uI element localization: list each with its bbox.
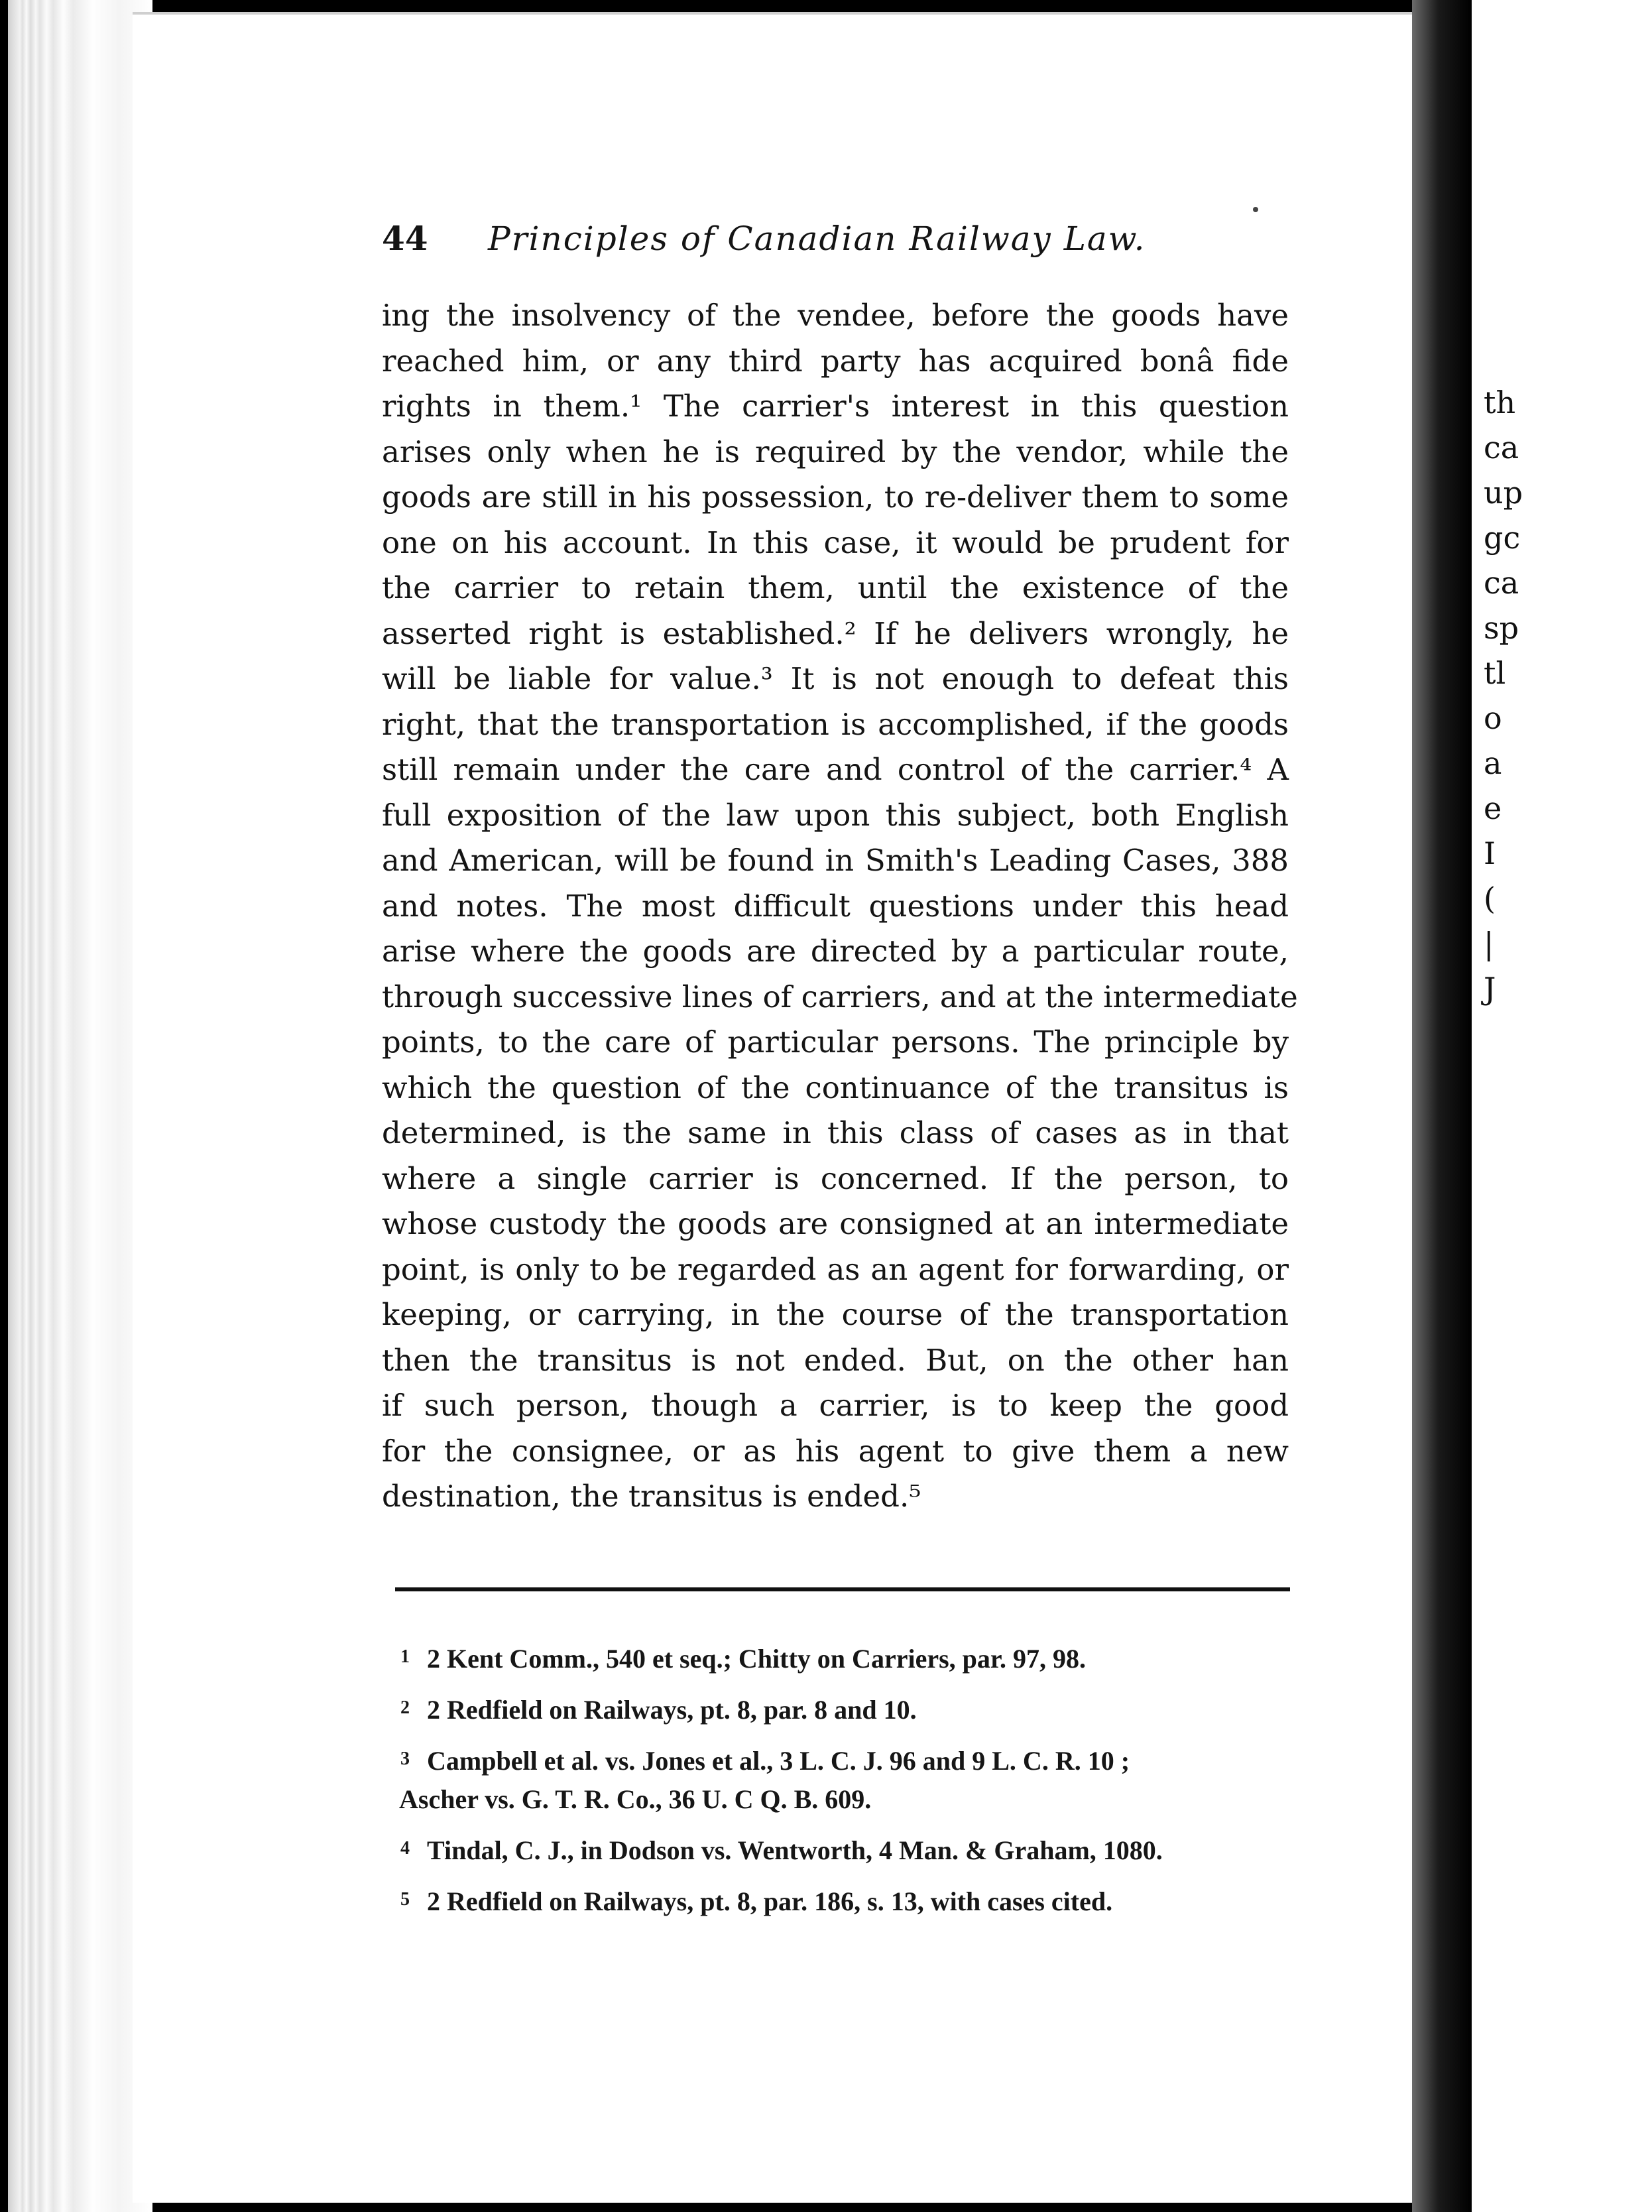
text-line: the carrier to retain them, until the existence of the bbox=[382, 570, 1289, 605]
footnote-text: Tindal, C. J., in Dodson vs. Wentworth, 4 Man. & Graham, 1080. bbox=[427, 1835, 1163, 1865]
text-line: arise where the goods are directed by a particular route, bbox=[382, 934, 1289, 969]
text-line: ing the insolvency of the vendee, before the goods have bbox=[382, 298, 1289, 333]
text-line: arises only when he is required by the vendor, while the bbox=[382, 434, 1289, 469]
text-line: reached him, or any third party has acquired bonâ fide bbox=[382, 343, 1289, 379]
page-number: 44 bbox=[382, 219, 428, 258]
footnote bbox=[400, 1638, 1289, 1678]
facing-fragment: ca bbox=[1484, 565, 1519, 601]
footnotes bbox=[400, 1638, 1289, 1921]
footnote-mark: 1 bbox=[400, 1646, 410, 1667]
text-line: one on his account. In this case, it would be prudent for bbox=[382, 524, 1289, 560]
text-line: for the consignee, or as his agent to give them a new bbox=[382, 1433, 1289, 1469]
text-line: will be liable for value.³ It is not enough to defeat this bbox=[382, 661, 1289, 696]
facing-fragment: gc bbox=[1484, 520, 1521, 556]
footnote-rule bbox=[395, 1587, 1290, 1591]
running-header bbox=[382, 219, 1290, 272]
text-line: which the question of the continuance of the transitus is bbox=[382, 1070, 1289, 1105]
facing-fragment: ( bbox=[1484, 881, 1496, 916]
facing-fragment: tl bbox=[1484, 655, 1506, 691]
text-line: determined, is the same in this class of cases as in that bbox=[382, 1115, 1289, 1150]
footnote-text: Campbell et al. vs. Jones et al., 3 L. C. J. 96 and 9 L. C. R. 10 ; bbox=[427, 1745, 1130, 1776]
text-line: goods are still in his possession, to re-deliver them to some bbox=[382, 479, 1289, 515]
text-line: points, to the care of particular persons. The principle by bbox=[382, 1024, 1289, 1060]
footnote-mark: 3 bbox=[400, 1748, 410, 1769]
facing-fragment: o bbox=[1484, 700, 1502, 736]
facing-page-edge bbox=[1472, 0, 1652, 2212]
page-edge-stack bbox=[0, 0, 152, 2212]
text-line: asserted right is established.² If he delivers wrongly, he bbox=[382, 615, 1289, 651]
text-line: full exposition of the law upon this subject, both English bbox=[382, 797, 1289, 833]
text-line: then the transitus is not ended. But, on the other han bbox=[382, 1342, 1289, 1378]
text-line: where a single carrier is concerned. If the person, to bbox=[382, 1160, 1289, 1196]
book-gutter bbox=[1412, 0, 1472, 2212]
footnote bbox=[400, 1740, 1289, 1819]
running-title: Principles of Canadian Railway Law. bbox=[488, 219, 1146, 258]
text-line: keeping, or carrying, in the course of the transportation bbox=[382, 1297, 1289, 1332]
facing-fragment: up bbox=[1484, 475, 1523, 511]
text-line: still remain under the care and control of the carrier.⁴ A bbox=[382, 752, 1289, 787]
facing-fragment: a bbox=[1484, 745, 1502, 781]
footnote bbox=[400, 1829, 1289, 1870]
footnote-mark: 4 bbox=[400, 1837, 410, 1859]
footnote-text: 2 Redfield on Railways, pt. 8, par. 186, s. 13, with cases cited. bbox=[427, 1886, 1113, 1916]
footnote-mark: 2 bbox=[400, 1697, 410, 1718]
ink-speck bbox=[1253, 207, 1258, 212]
footnote-text: 2 Kent Comm., 540 et seq.; Chitty on Carriers, par. 97, 98. bbox=[427, 1643, 1086, 1674]
facing-fragment: I bbox=[1484, 835, 1496, 871]
text-line: and American, will be found in Smith's Leading Cases, 388 bbox=[382, 843, 1289, 878]
facing-fragment: sp bbox=[1484, 610, 1519, 646]
text-line: point, is only to be regarded as an agent for forwarding, or bbox=[382, 1251, 1289, 1287]
facing-fragment: J bbox=[1484, 971, 1496, 1007]
page-content bbox=[382, 219, 1298, 1932]
footnote-mark: 5 bbox=[400, 1888, 410, 1910]
facing-fragment: th bbox=[1484, 385, 1516, 420]
text-line: rights in them.¹ The carrier's interest in this question bbox=[382, 389, 1289, 424]
text-line: right, that the transportation is accomplished, if the goods bbox=[382, 706, 1289, 742]
footnote bbox=[400, 1880, 1289, 1921]
facing-fragment: e bbox=[1484, 790, 1502, 826]
text-line: whose custody the goods are consigned at an intermediate bbox=[382, 1206, 1289, 1241]
text-line: destination, the transitus is ended.⁵ bbox=[382, 1479, 921, 1514]
text-line: through successive lines of carriers, and at the intermediate bbox=[382, 979, 1298, 1014]
footnote-continuation: Ascher vs. G. T. R. Co., 36 U. C Q. B. 609. bbox=[399, 1784, 872, 1814]
facing-fragment: | bbox=[1484, 926, 1494, 961]
text-line: and notes. The most difficult questions under this head bbox=[382, 888, 1289, 924]
footnote bbox=[400, 1689, 1289, 1729]
footnote-text: 2 Redfield on Railways, pt. 8, par. 8 and 10. bbox=[427, 1694, 917, 1725]
text-line: if such person, though a carrier, is to keep the good bbox=[382, 1388, 1289, 1423]
body-text bbox=[382, 293, 1298, 1520]
facing-fragment: ca bbox=[1484, 430, 1519, 465]
